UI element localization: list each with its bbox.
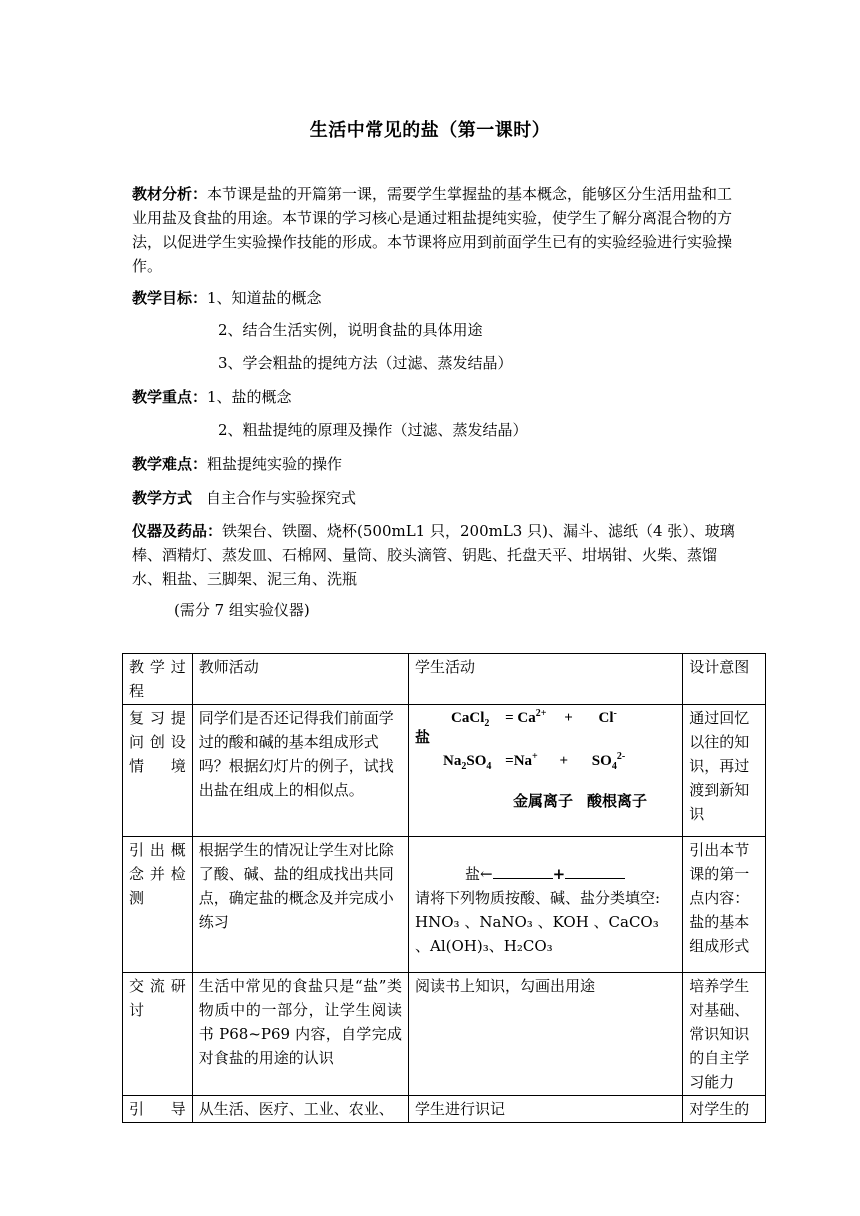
eq1-anion: Cl (598, 710, 614, 726)
eq1-lhs: CaCl (451, 710, 485, 726)
table-row (123, 1096, 766, 1123)
eq2-lhs-a: Na (443, 753, 462, 769)
key-point-2: 2、粗盐提纯的原理及操作（过滤、蒸发结晶） (218, 421, 528, 439)
table-row (123, 973, 766, 1096)
table-header-row (123, 654, 766, 705)
eq1-cation: = Ca (505, 710, 536, 726)
row-intent: 通过回忆以往的知识，再过渡到新知识 (683, 705, 766, 837)
eq1-plus: + (564, 710, 573, 726)
row-stage: 交流研讨 (123, 973, 193, 1096)
analysis-label: 教材分析： (132, 185, 208, 203)
row-stage: 复习提问创设情境 (123, 705, 193, 837)
row-teacher: 生活中常见的食盐只是“盐”类物质中的一部分，让学生阅读书 P68~P69 内容，自学完成对食盐的用途的认识 (192, 973, 408, 1096)
analysis-text: 本节课是盐的开篇第一课，需要学生掌握盐的基本概念，能够区分生活用盐和工业用盐及食盐的用途。本节课的学习核心是通过粗盐提纯实验，使学生了解分离混合物的方法，以促进学生实验操作技能的形成。本节课将应用到前面学生已有的实验经验进行实验操作。 (132, 185, 733, 275)
eq2-plus: + (559, 753, 569, 769)
table-row (123, 705, 766, 837)
goals-line-1 (132, 286, 742, 310)
method-label: 教学方式 (132, 489, 193, 507)
eq1-lhs-sub: 2 (484, 718, 490, 729)
eq2-anion-sub: 4 (611, 761, 617, 772)
eq2-lhs-sub-b: 4 (486, 761, 492, 772)
row-student (409, 705, 683, 837)
eq2-cation: =Na (505, 753, 533, 769)
eq2-lhs-sub-a: 2 (461, 761, 467, 772)
key-point-1: 1、盐的概念 (207, 388, 292, 406)
exercise-items: HNO₃ 、NaNO₃ 、KOH 、CaCO₃ 、Al(OH)₃、H₂CO₃ (415, 913, 659, 955)
materials-text: 铁架台、铁圈、烧杯(500mL1 只，200mL3 只)、漏斗、滤纸（4 张）、玻璃棒、酒精灯、蒸发皿、石棉网、量筒、胶头滴管、钥匙、托盘天平、坩埚钳、火柴、蒸馏水、粗盐、三脚架、泥三角、洗瓶 (132, 522, 735, 588)
salt-plus: + (552, 865, 566, 883)
exercise-prompt: 请将下列物质按酸、碱、盐分类填空: (415, 889, 661, 907)
header-intent: 设计意图 (683, 654, 766, 705)
difficulty-text: 粗盐提纯实验的操作 (207, 455, 343, 473)
header-stage: 教学过程 (123, 654, 193, 705)
row-teacher: 从生活、医疗、工业、农业、 (192, 1096, 408, 1123)
table-row (123, 837, 766, 973)
key-points-label: 教学重点： (132, 388, 208, 406)
row-student: 阅读书上知识，勾画出用途 (409, 973, 683, 1096)
page-title: 生活中常见的盐（第一课时） (309, 120, 551, 141)
salt-composition-line (415, 862, 676, 886)
row-intent: 对学生的 (683, 1096, 766, 1123)
eq2-lhs-b: SO (466, 753, 487, 769)
row-teacher: 根据学生的情况让学生对比除了酸、碱、盐的组成找出共同点，确定盐的概念及并完成小练习 (192, 837, 408, 973)
eq2-anion-charge: 2- (616, 751, 626, 762)
goals-label: 教学目标： (132, 289, 208, 307)
row-teacher: 同学们是否还记得我们前面学过的酸和碱的基本组成形式吗？根据幻灯片的例子，试找出盐在组成上的相似点。 (192, 705, 408, 837)
metal-ion-label: 金属离子 (513, 794, 574, 810)
goal-item-3: 3、学会粗盐的提纯方法（过滤、蒸发结晶） (218, 354, 513, 372)
materials-paragraph (132, 519, 742, 591)
row-intent: 引出本节课的第一点内容：盐的基本组成形式 (683, 837, 766, 973)
row-stage: 引出概念并检测 (123, 837, 193, 973)
row-student (409, 837, 683, 973)
salt-arrow: 盐← (465, 865, 493, 883)
eq2-anion: SO (591, 753, 612, 769)
method-text: 自主合作与实验探究式 (206, 489, 357, 507)
ion-labels (415, 790, 676, 814)
row-student: 学生进行识记 (409, 1096, 683, 1123)
row-intent: 培养学生对基础、常识知识的自主学习能力 (683, 973, 766, 1096)
blank-2[interactable] (565, 864, 625, 879)
key-points-line-1 (132, 385, 742, 409)
materials-label: 仪器及药品： (132, 522, 223, 540)
equation-na2so4 (415, 748, 676, 774)
difficulty-line (132, 452, 742, 476)
goal-item-2: 2、结合生活实例，说明食盐的具体用途 (218, 321, 483, 339)
header-teacher: 教师活动 (192, 654, 408, 705)
method-line (132, 486, 742, 510)
acid-radical-label: 酸根离子 (587, 794, 648, 810)
eq1-cation-charge: 2+ (535, 708, 547, 719)
eq1-anion-charge: - (613, 708, 617, 719)
materials-note: (需分 7 组实验仪器) (174, 601, 310, 619)
blank-1[interactable] (493, 864, 553, 879)
eq2-cation-charge: + (532, 751, 538, 762)
analysis-paragraph (132, 182, 742, 278)
difficulty-label: 教学难点： (132, 455, 208, 473)
goal-item-1: 1、知道盐的概念 (207, 289, 322, 307)
equation-cacl2 (415, 708, 676, 728)
header-student: 学生活动 (409, 654, 683, 705)
lesson-plan-table (122, 653, 766, 1123)
salt-label: 盐 (415, 730, 431, 746)
row-stage: 引导 (123, 1096, 193, 1123)
